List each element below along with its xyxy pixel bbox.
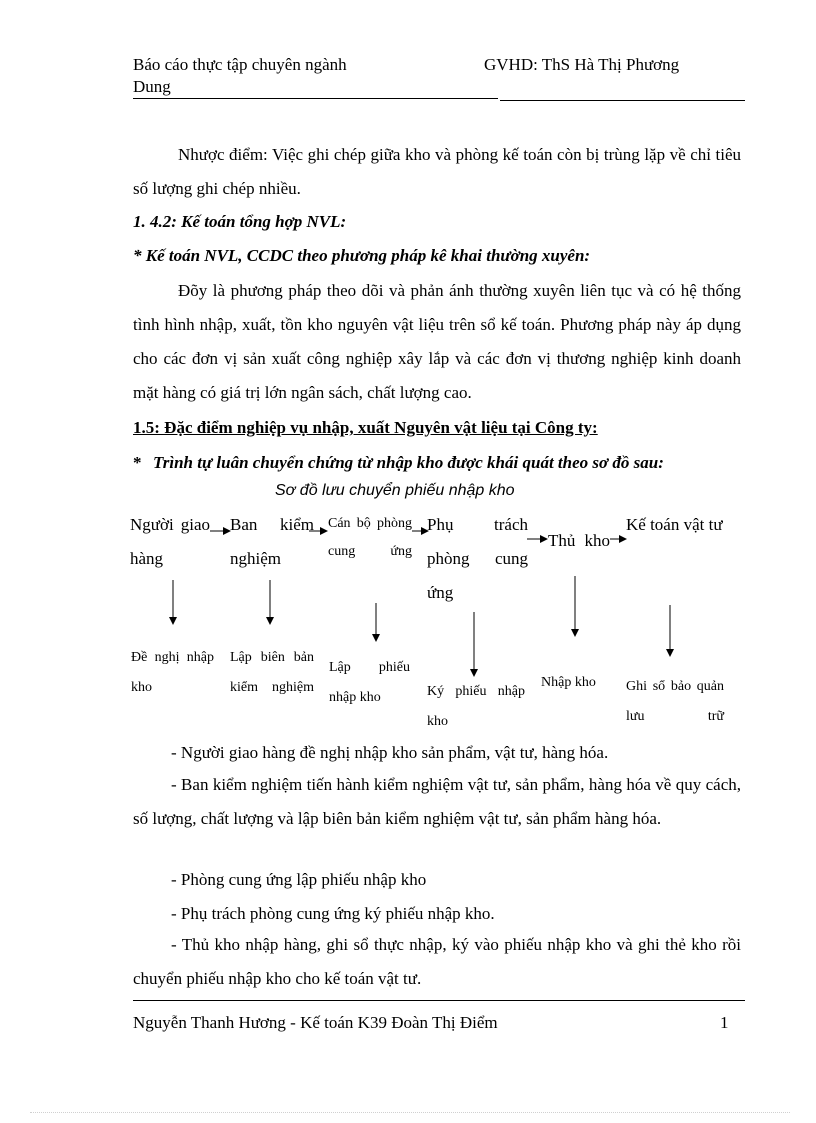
step-phu-trach-cung-ung: Phụ trách phòng cung ứng [427, 515, 528, 602]
paragraph-disadvantage: Nhược điểm: Việc ghi chép giữa kho và phòng kế toán còn bị trùng lặp về chỉ tiêu số lượng ghi chép nhiều. [133, 145, 741, 198]
header-left-line1: Báo cáo thực tập chuyên ngành [133, 55, 347, 74]
bullet-2: - Ban kiểm nghiệm tiến hành kiểm nghiệm vật tư, sản phẩm, hàng hóa về quy cách, số lượng, chất lượng và lập biên bản kiểm nghiệm vật tư, sản phẩm hàng hóa. [133, 775, 741, 828]
page-edge-dots [30, 1112, 790, 1113]
bullet-1: - Người giao hàng đề nghị nhập kho sản phẩm, vật tư, hàng hóa. [171, 743, 609, 762]
result-lap-phieu-nhap-kho: Lập phiếu nhập kho [329, 660, 410, 705]
bullet-4: - Phụ trách phòng cung ứng ký phiếu nhập kho. [171, 904, 495, 923]
bullet-5: - Thủ kho nhập hàng, ghi sổ thực nhập, ký vào phiếu nhập kho và ghi thẻ kho rồi chuyển phiếu nhập kho cho kế toán vật tư. [133, 935, 741, 988]
header-right: GVHD: ThS Hà Thị Phương [484, 55, 680, 74]
step-can-bo-cung-ung: Cán bộ phòng cung ứng [328, 516, 412, 559]
subheading-perpetual: * Kế toán NVL, CCDC theo phương pháp kê khai thường xuyên: [133, 246, 591, 265]
subheading-star: * [133, 453, 142, 472]
result-lap-bien-ban: Lập biên bản kiểm nghiệm [230, 650, 314, 695]
step-ban-kiem-nghiem: Ban kiểm nghiệm [230, 515, 314, 568]
footer-rule [133, 1000, 745, 1001]
result-ky-phieu-nhap-kho: Ký phiếu nhập kho [427, 684, 525, 729]
diagram-title: Sơ đồ lưu chuyển phiếu nhập kho [275, 482, 515, 499]
page-number: 1 [720, 1013, 729, 1032]
paragraph-method: Đõy là phương pháp theo dõi và phản ánh thường xuyên liên tục và có hệ thống tình hình nhập, xuất, tồn kho nguyên vật liệu trên sổ kế toán. Phương pháp này áp dụng cho các đơn vị sản xuất công nghiệp xây lắp và các đơn vị thương nghiệp kinh doanh mặt hàng có giá trị lớn ngân sách, chất lượng cao. [133, 281, 741, 402]
result-ghi-so: Ghi sổ bảo quản lưu trữ [626, 679, 724, 724]
bullet-3: - Phòng cung ứng lập phiếu nhập kho [171, 870, 427, 889]
result-nhap-kho: Nhập kho [541, 675, 596, 690]
step-ke-toan-vat-tu: Kế toán vật tư [626, 515, 723, 534]
footer-author: Nguyễn Thanh Hương - Kế toán K39 Đoàn Thị Điểm [133, 1013, 498, 1032]
step-thu-kho: Thủ kho [548, 531, 610, 550]
result-de-nghi-nhap-kho: Đề nghị nhập kho [131, 650, 214, 695]
section-heading-1-5: 1.5: Đặc điểm nghiệp vụ nhập, xuất Nguyên vật liệu tại Công ty: [133, 418, 598, 437]
header-left-line2: Dung [133, 77, 171, 96]
subheading-document-flow: Trình tự luân chuyển chứng từ nhập kho được khái quát theo sơ đồ sau: [153, 453, 664, 472]
step-nguoi-giao-hang: Người giao hàng [130, 515, 210, 568]
section-heading-1-4-2: 1. 4.2: Kế toán tổng hợp NVL: [133, 212, 347, 231]
